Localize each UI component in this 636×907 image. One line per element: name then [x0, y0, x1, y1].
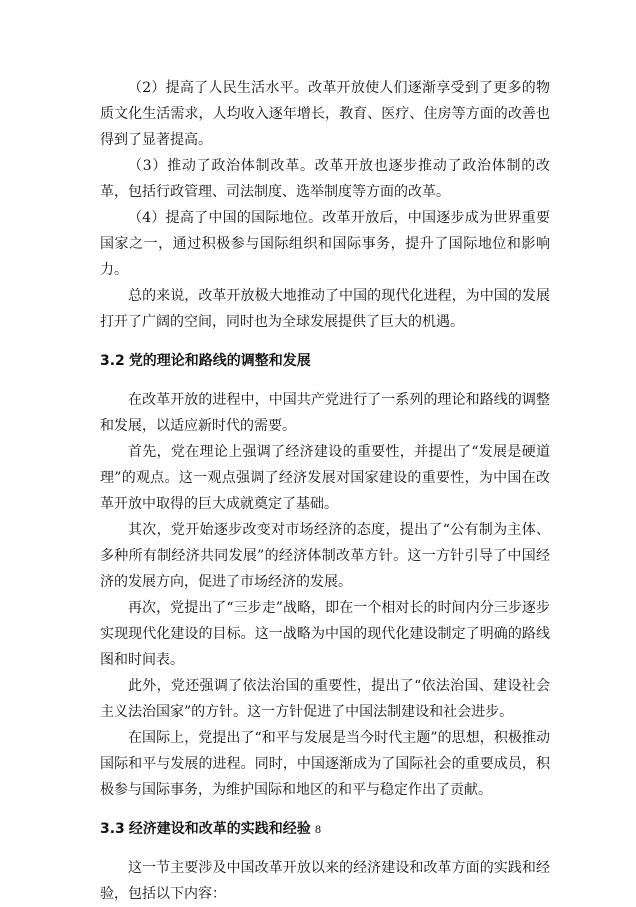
paragraph-living-standards: （2）提高了人民生活水平。改革开放使人们逐渐享受到了更多的物质文化生活需求，人均收入逐年增长，教育、医疗、住房等方面的改善也得到了显著提高。 — [100, 80, 550, 148]
paragraph-3-2-third: 再次，党提出了“三步走”战略，即在一个相对长的时间内分三步逐步实现现代化建设的目标。这一战略为中国的现代化建设制定了明确的路线图和时间表。 — [100, 600, 550, 668]
paragraph-3-2-international: 在国际上，党提出了“和平与发展是当今时代主题”的思想，积极推动国际和平与发展的进程。同时，中国逐渐成为了国际社会的重要成员，积极参与国际事务，为维护国际和地区的和平与稳定作出了贡献。 — [100, 730, 550, 798]
page-body — [100, 75, 550, 907]
paragraph-3-2-rule-of-law: 此外，党还强调了依法治国的重要性，提出了“依法治国、建设社会主义法治国家”的方针。这一方针促进了中国法制建设和社会进步。 — [100, 678, 550, 720]
section-number: 3.3 — [100, 821, 125, 837]
paragraph-3-2-second: 其次，党开始逐步改变对市场经济的态度，提出了“公有制为主体、多种所有制经济共同发展”的经济体制改革方针。这一方针引导了中国经济的发展方向，促进了市场经济的发展。 — [100, 522, 550, 590]
section-heading-3-2 — [100, 349, 550, 373]
paragraph-3-2-first: 首先，党在理论上强调了经济建设的重要性，并提出了“发展是硬道理”的观点。这一观点强调了经济发展对国家建设的重要性，为中国在改革开放中取得的巨大成就奠定了基础。 — [100, 444, 550, 512]
paragraph-3-3-intro: 这一节主要涉及中国改革开放以来的经济建设和改革方面的实践和经验，包括以下内容： — [100, 860, 550, 902]
section-title: 经济建设和改革的实践和经验 — [128, 821, 311, 837]
paragraph-3-2-intro: 在改革开放的进程中，中国共产党进行了一系列的理论和路线的调整和发展，以适应新时代的需要。 — [100, 392, 550, 434]
section-number: 3.2 — [100, 353, 125, 369]
paragraph-summary: 总的来说，改革开放极大地推动了中国的现代化进程，为中国的发展打开了广阔的空间，同时也为全球发展提供了巨大的机遇。 — [100, 288, 550, 330]
paragraph-international-status: （4）提高了中国的国际地位。改革开放后，中国逐步成为世界重要国家之一，通过积极参与国际组织和国际事务，提升了国际地位和影响力。 — [100, 210, 550, 278]
paragraph-political-reform: （3）推动了政治体制改革。改革开放也逐步推动了政治体制的改革，包括行政管理、司法制度、选举制度等方面的改革。 — [100, 158, 550, 200]
section-title: 党的理论和路线的调整和发展 — [128, 353, 311, 369]
page-number: 8 — [315, 822, 321, 836]
